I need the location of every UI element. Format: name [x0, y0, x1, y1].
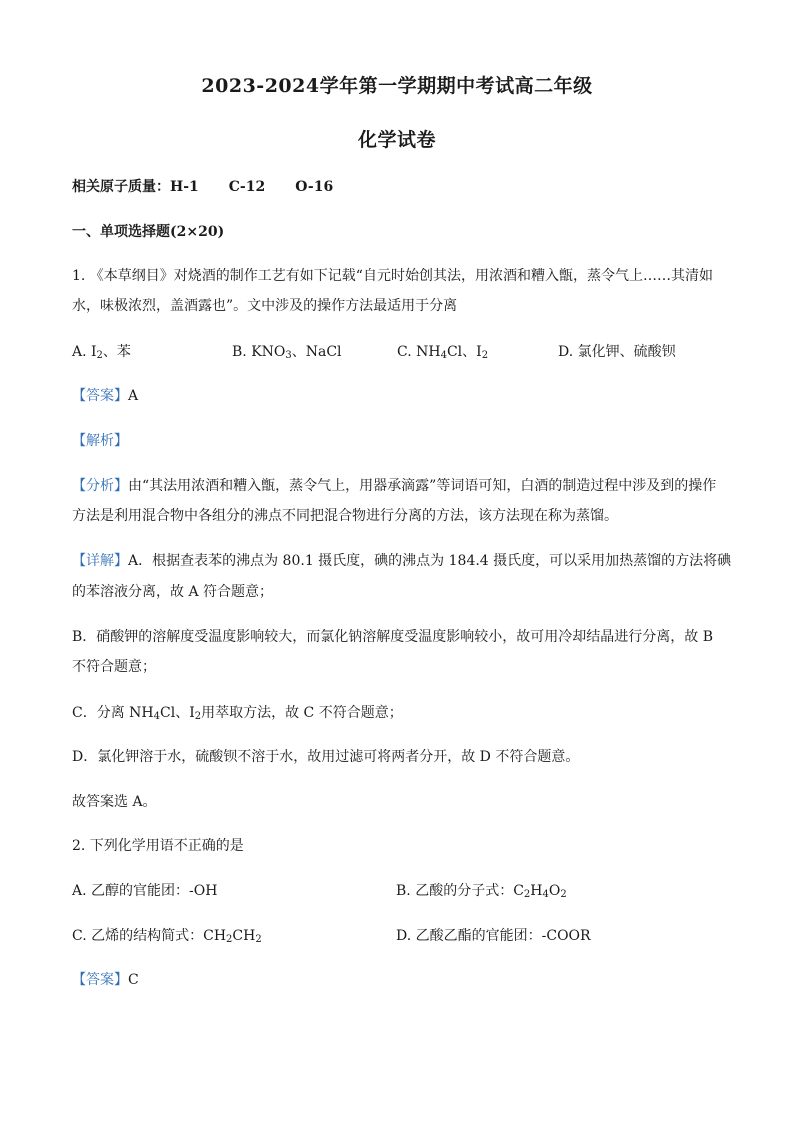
q1-options — [72, 341, 722, 363]
q1-c-line: C．分离 $NH_4Cl$、$I_2$用萃取方法，故 C 不符合题意； — [72, 705, 403, 722]
page-subtitle: 化学试卷 — [357, 129, 436, 151]
q1-answer — [72, 385, 722, 407]
answer-tag: 【答案】 — [72, 972, 128, 988]
atomic-masses — [72, 176, 722, 198]
q2-stem: 2. 下列化学用语不正确的是 — [72, 838, 244, 854]
q2-options-row2 — [72, 925, 722, 947]
mass-h: H-1 — [170, 179, 199, 195]
mass-o: O-16 — [295, 179, 334, 195]
q1-b-line1: B．硝酸钾的溶解度受温度影响较大，而氯化钠溶解度受温度影响较小，故可用冷却结晶进行分离，故 B — [72, 629, 714, 645]
page-title: 2023-2024学年第一学期期中考试高二年级 — [201, 75, 593, 97]
q1-option-c: C. $NH_4Cl$、$I_2$ — [397, 344, 489, 361]
q1-conclusion: 故答案选 A。 — [72, 794, 157, 810]
q1-b-line2: 不符合题意； — [72, 659, 156, 675]
q1-option-a: A. $I_2$、苯 — [72, 344, 131, 361]
xiangjie-tag: 【详解】 — [72, 553, 128, 569]
fenxi-tag: 【分析】 — [72, 478, 128, 494]
q1-stem-line2: 水，味极浓烈，盖酒露也”。文中涉及的操作方法最适用于分离 — [72, 298, 458, 314]
q2-options-row1 — [72, 880, 722, 902]
q1-d-line: D．氯化钾溶于水，硫酸钡不溶于水，故用过滤可将两者分开，故 D 不符合题意。 — [72, 749, 580, 765]
q1-analysis-tag: 【解析】 — [72, 433, 128, 449]
q1-xiangjie-line2: 的苯溶液分离，故 A 符合题意； — [72, 584, 274, 600]
q1-stem-line1: 1. 《本草纲目》对烧酒的制作工艺有如下记载“自元时始创其法，用浓酒和糟入甑，蒸令气上……其清如 — [72, 268, 713, 284]
q1-option-d: D. 氯化钾、硫酸钡 — [558, 344, 676, 360]
q2-answer — [72, 969, 722, 991]
answer-value: A — [128, 388, 139, 404]
q1-fenxi-line2: 方法是利用混合物中各组分的沸点不同把混合物进行分离的方法，该方法现在称为蒸馏。 — [72, 508, 618, 524]
answer-value: C — [128, 972, 139, 988]
answer-tag: 【答案】 — [72, 388, 128, 404]
q2-option-d: D. 乙酸乙酯的官能团：-COOR — [396, 928, 591, 944]
q2-option-a: A. 乙醇的官能团：-OH — [72, 883, 218, 899]
q1-xiangjie-line1: 【详解】A．根据查表苯的沸点为 80.1 摄氏度，碘的沸点为 184.4 摄氏度，可以采用加热蒸馏的方法将碘 — [72, 553, 732, 569]
mass-c: C-12 — [228, 179, 266, 195]
q2-option-b: B. 乙酸的分子式：$C_2H_4O_2$ — [396, 883, 567, 900]
q1-option-b: B. $KNO_3$、NaCl — [232, 344, 342, 361]
section-heading: 一、单项选择题(2×20) — [72, 224, 225, 240]
q1-fenxi-line1: 【分析】由“其法用浓酒和糟入甑，蒸令气上，用器承滴露”等词语可知，白酒的制造过程中涉及到的操作 — [72, 478, 717, 494]
atomic-masses-label: 相关原子质量： — [72, 179, 170, 195]
q2-option-c: C. 乙烯的结构简式：$CH_2CH_2$ — [72, 928, 262, 945]
